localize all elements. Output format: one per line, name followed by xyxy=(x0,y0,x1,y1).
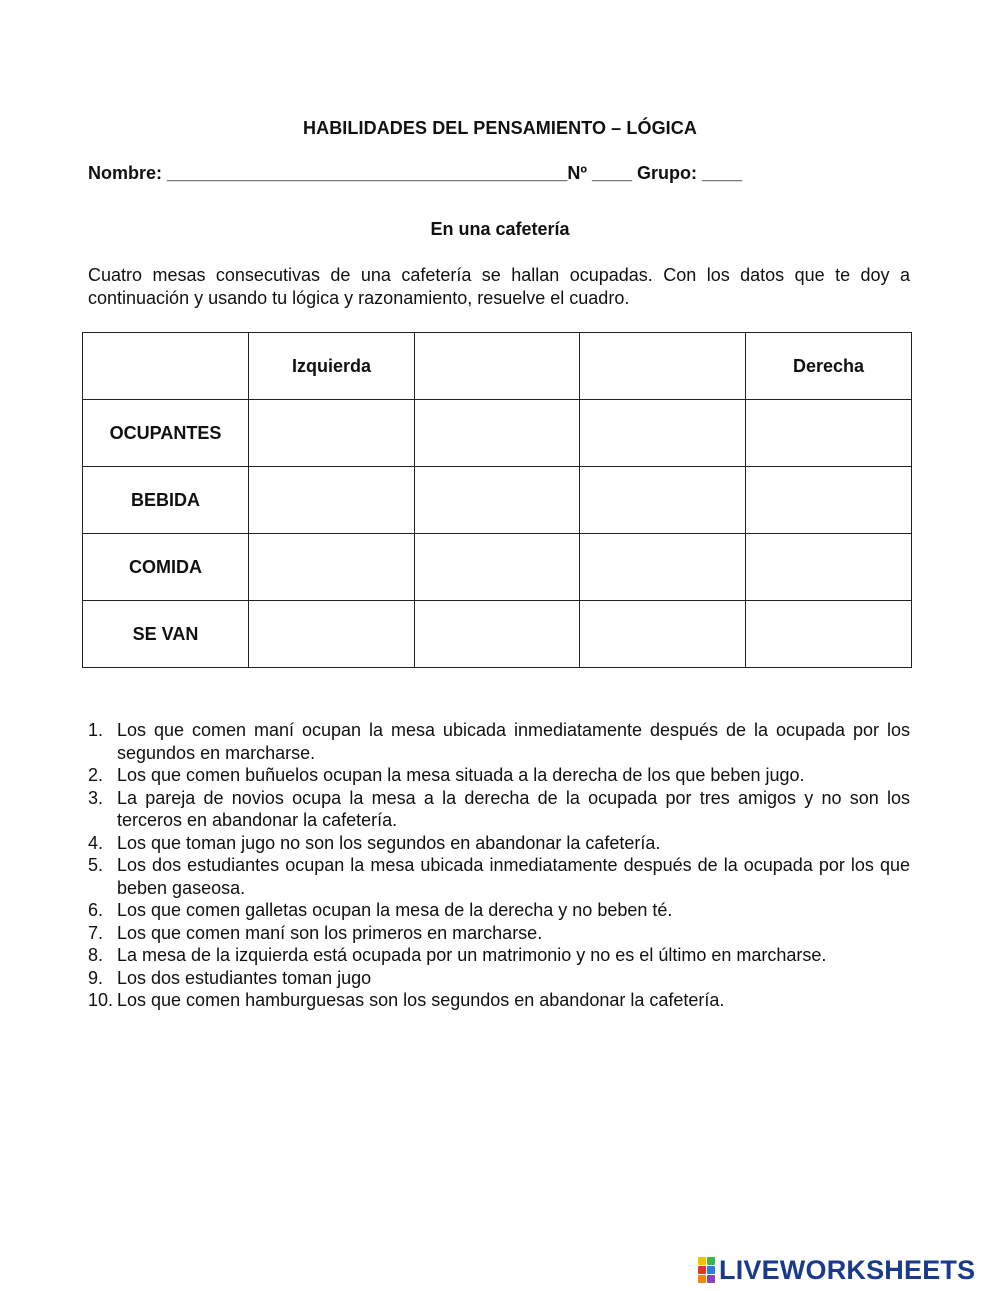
clue-item xyxy=(88,922,910,945)
table-row xyxy=(83,601,912,668)
clue-number: 6. xyxy=(88,900,104,920)
answer-cell[interactable] xyxy=(746,467,912,534)
answer-cell[interactable] xyxy=(580,400,746,467)
answer-cell[interactable] xyxy=(580,534,746,601)
logo-square xyxy=(707,1257,715,1265)
table-header-row xyxy=(83,333,912,400)
clue-item xyxy=(88,719,910,764)
intro-paragraph: Cuatro mesas consecutivas de una cafetería se hallan ocupadas. Con los datos que te doy a continuación y usando tu lógica y razonamiento, resuelve el cuadro. xyxy=(88,265,910,308)
clue-item xyxy=(88,967,910,990)
table-row xyxy=(83,400,912,467)
clue-text: La mesa de la izquierda está ocupada por un matrimonio y no es el último en marcharse. xyxy=(117,945,827,965)
name-field-line: Nombre: ________________________________________Nº ____ Grupo: ____ xyxy=(88,163,743,183)
clue-number: 1. xyxy=(88,720,104,740)
answer-cell[interactable] xyxy=(249,601,415,668)
clue-number: 4. xyxy=(88,832,104,853)
clue-item xyxy=(88,989,910,1012)
answer-cell[interactable] xyxy=(249,534,415,601)
clue-text: Los que toman jugo no son los segundos en abandonar la cafetería. xyxy=(117,832,661,853)
logo-text: LIVEWORKSHEETS xyxy=(719,1254,976,1285)
header-cell xyxy=(580,333,746,400)
clue-item xyxy=(88,764,910,787)
clue-text: La pareja de novios ocupa la mesa a la derecha de la ocupada por tres amigos y no son los terceros en abandonar la cafetería. xyxy=(117,787,910,830)
row-label-ocupantes: OCUPANTES xyxy=(83,400,249,467)
logo-square xyxy=(707,1275,715,1283)
table-row xyxy=(83,467,912,534)
answer-cell[interactable] xyxy=(746,601,912,668)
header-cell-izquierda: Izquierda xyxy=(249,333,415,400)
clue-text: Los que comen hamburguesas son los segundos en abandonar la cafetería. xyxy=(117,990,725,1010)
clue-item xyxy=(88,787,910,832)
clue-number: 10. xyxy=(88,990,114,1010)
answer-cell[interactable] xyxy=(415,400,580,467)
logic-grid-table xyxy=(82,332,912,668)
logo-square xyxy=(698,1257,706,1265)
answer-cell[interactable] xyxy=(580,467,746,534)
row-label-comida: COMIDA xyxy=(83,534,249,601)
clue-number: 2. xyxy=(88,765,104,785)
clue-list xyxy=(88,719,910,1012)
logo-square xyxy=(707,1266,715,1274)
answer-cell[interactable] xyxy=(415,601,580,668)
clue-text: Los que comen buñuelos ocupan la mesa situada a la derecha de los que beben jugo. xyxy=(117,765,805,785)
clue-item xyxy=(88,832,910,855)
clue-item xyxy=(88,854,910,899)
header-cell xyxy=(415,333,580,400)
answer-cell[interactable] xyxy=(249,400,415,467)
clue-text: Los dos estudiantes ocupan la mesa ubicada inmediatamente después de la ocupada por los que beben gaseosa. xyxy=(117,855,910,898)
clue-text: Los dos estudiantes toman jugo xyxy=(117,967,372,988)
clue-item xyxy=(88,899,910,922)
liveworksheets-logo-icon xyxy=(698,1257,715,1283)
answer-cell[interactable] xyxy=(746,534,912,601)
worksheet-title: HABILIDADES DEL PENSAMIENTO – LÓGICA xyxy=(303,118,697,138)
header-cell-derecha: Derecha xyxy=(746,333,912,400)
answer-cell[interactable] xyxy=(580,601,746,668)
clue-text: Los que comen maní son los primeros en marcharse. xyxy=(117,922,543,943)
clue-text: Los que comen maní ocupan la mesa ubicada inmediatamente después de la ocupada por los segundos en marcharse. xyxy=(117,720,910,763)
answer-cell[interactable] xyxy=(746,400,912,467)
clue-number: 5. xyxy=(88,855,104,875)
worksheet-subtitle: En una cafetería xyxy=(430,219,570,239)
row-label-bebida: BEBIDA xyxy=(83,467,249,534)
logo-square xyxy=(698,1275,706,1283)
answer-cell[interactable] xyxy=(249,467,415,534)
header-cell xyxy=(83,333,249,400)
table-row xyxy=(83,534,912,601)
answer-cell[interactable] xyxy=(415,534,580,601)
clue-text: Los que comen galletas ocupan la mesa de la derecha y no beben té. xyxy=(117,900,673,920)
clue-item xyxy=(88,944,910,967)
liveworksheets-logo[interactable] xyxy=(698,1255,975,1285)
answer-cell[interactable] xyxy=(415,467,580,534)
clue-number: 3. xyxy=(88,787,104,808)
clue-number: 7. xyxy=(88,922,104,943)
clue-number: 9. xyxy=(88,967,104,988)
clue-number: 8. xyxy=(88,945,104,965)
row-label-se-van: SE VAN xyxy=(83,601,249,668)
logo-square xyxy=(698,1266,706,1274)
